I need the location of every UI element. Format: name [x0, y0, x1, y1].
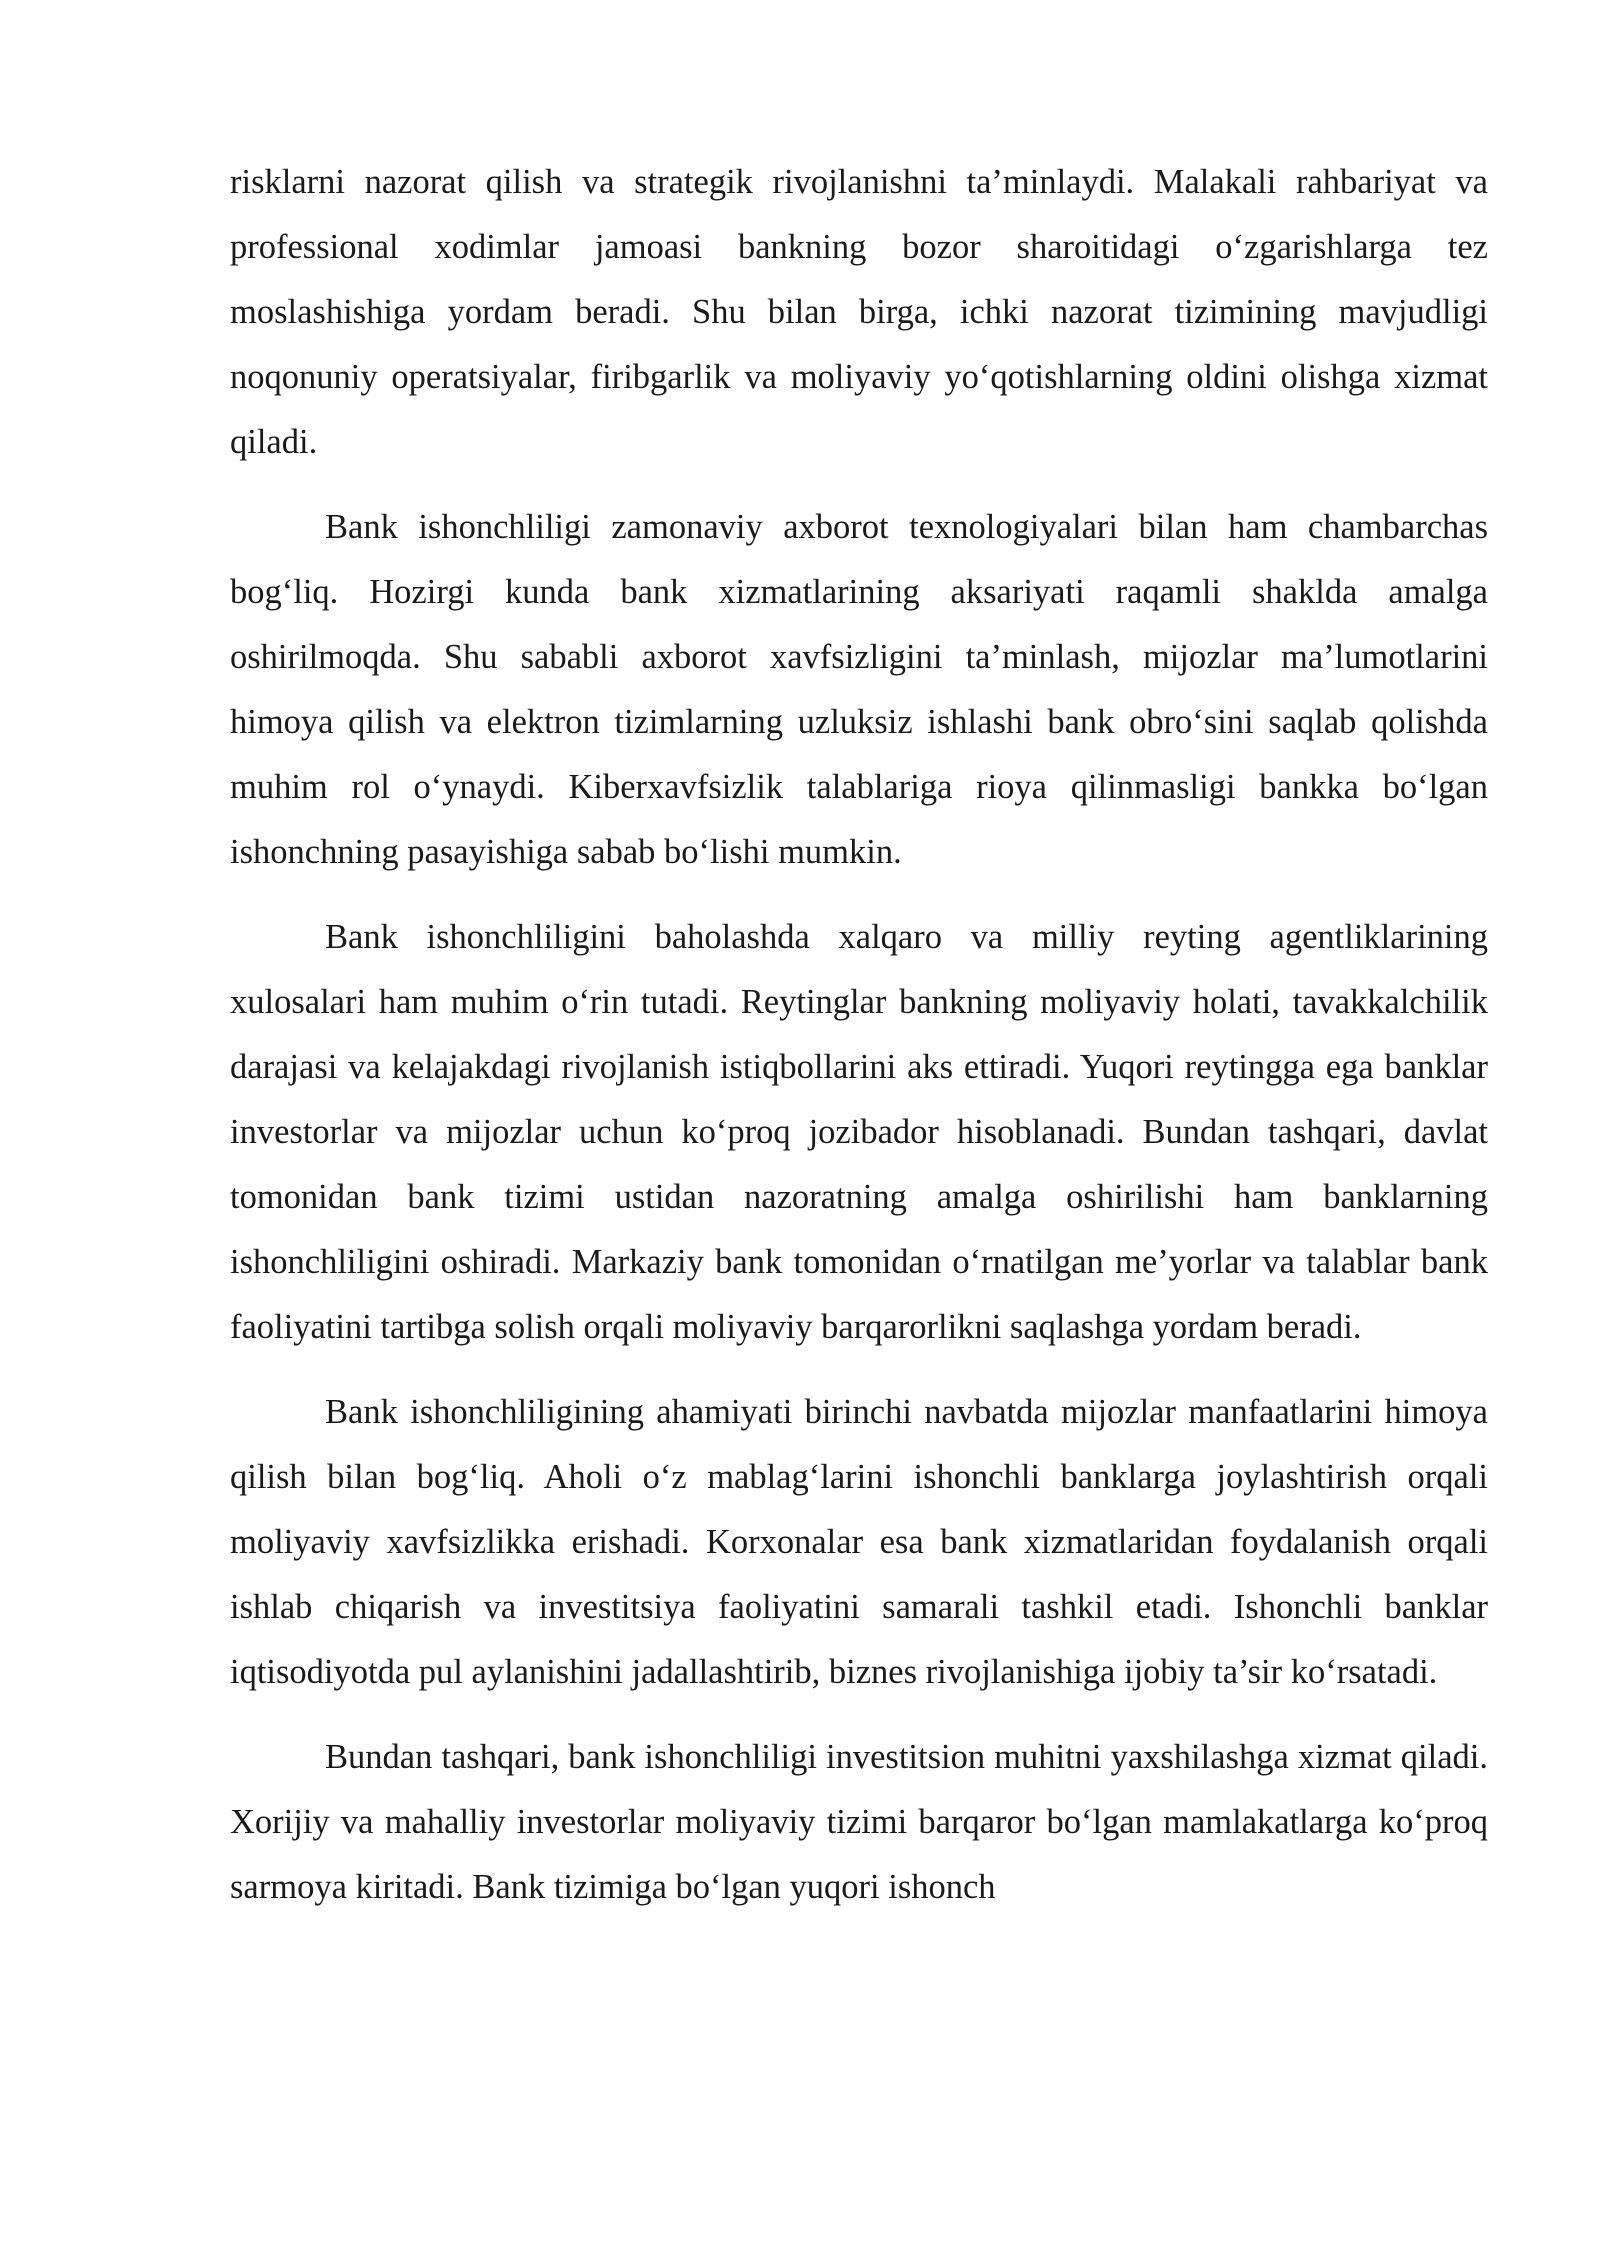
paragraph-3: Bank ishonchliligini baholashda xalqaro va milliy reyting agentliklarining xulosalari ham muhim o‘rin tutadi. Reytinglar bankning moliyaviy holati, tavakkalchilik darajasi va kelajakdagi rivojlanish istiqbollarini aks ettiradi. Yuqori reytingga ega banklar investorlar va mijozlar uchun ko‘proq jozibador hisoblanadi. Bundan tashqari, davlat tomonidan bank tizimi ustidan nazoratning amalga oshirilishi ham banklarning ishonchliligini oshiradi. Markaziy bank tomonidan o‘rnatilgan me’yorlar va talablar bank faoliyatini tartibga solish orqali moliyaviy barqarorlikni saqlashga yordam beradi.: [230, 918, 1488, 1346]
paragraph-2: Bank ishonchliligi zamonaviy axborot texnologiyalari bilan ham chambarchas bog‘liq. Hozirgi kunda bank xizmatlarining aksariyati raqamli shaklda amalga oshirilmoqda. Shu sababli axborot xavfsizligini ta’minlash, mijozlar ma’lumotlarini himoya qilish va elektron tizimlarning uzluksiz ishlashi bank obro‘sini saqlab qolishda muhim rol o‘ynaydi. Kiberxavfsizlik talablariga rioya qilinmasligi bankka bo‘lgan ishonchning pasayishiga sabab bo‘lishi mumkin.: [230, 508, 1488, 871]
paragraph-4: Bank ishonchliligining ahamiyati birinchi navbatda mijozlar manfaatlarini himoya qilish bilan bog‘liq. Aholi o‘z mablag‘larini ishonchli banklarga joylashtirish orqali moliyaviy xavfsizlikka erishadi. Korxonalar esa bank xizmatlaridan foydalanish orqali ishlab chiqarish va investitsiya faoliyatini samarali tashkil etadi. Ishonchli banklar iqtisodiyotda pul aylanishini jadallashtirib, biznes rivojlanishiga ijobiy ta’sir ko‘rsatadi.: [230, 1393, 1488, 1691]
paragraph-1: risklarni nazorat qilish va strategik rivojlanishni ta’minlaydi. Malakali rahbariyat va professional xodimlar jamoasi bankning bozor sharoitidagi o‘zgarishlarga tez moslashishiga yordam beradi. Shu bilan birga, ichki nazorat tizimining mavjudligi noqonuniy operatsiyalar, firibgarlik va moliyaviy yo‘qotishlarning oldini olishga xizmat qiladi.: [230, 163, 1488, 461]
document-page: [230, 150, 1488, 1940]
paragraph-5: Bundan tashqari, bank ishonchliligi investitsion muhitni yaxshilashga xizmat qiladi. Xorijiy va mahalliy investorlar moliyaviy tizimi barqaror bo‘lgan mamlakatlarga ko‘proq sarmoya kiritadi. Bank tizimiga bo‘lgan yuqori ishonch: [230, 1738, 1488, 1906]
